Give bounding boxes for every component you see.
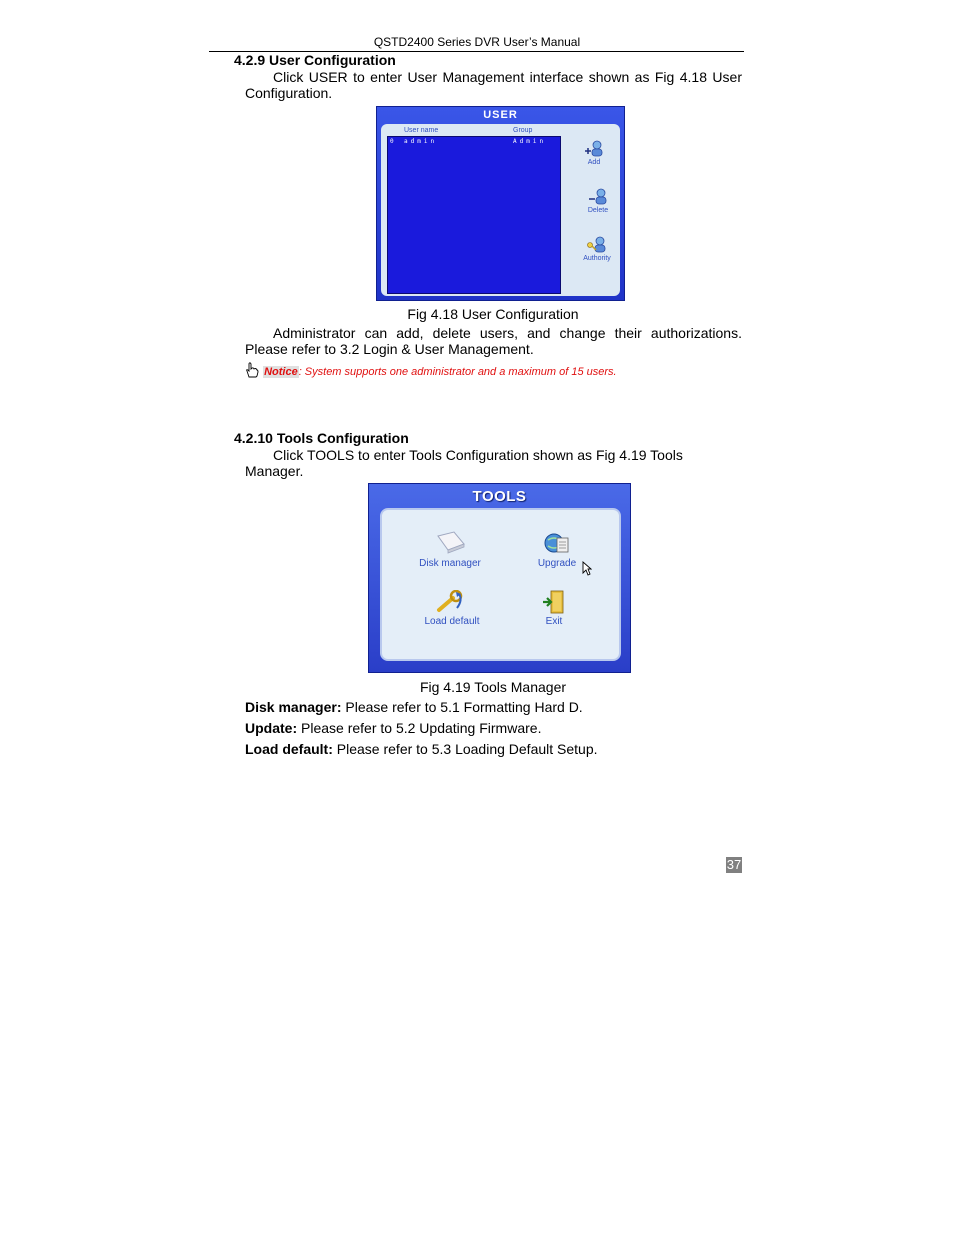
exit-button[interactable]	[534, 590, 574, 627]
user-config-body: Administrator can add, delete users, and change their authorizations. Please refer to 3.2 Login & User Management.	[245, 325, 742, 357]
load-default-button[interactable]	[414, 590, 490, 627]
upgrade-label: Upgrade	[537, 558, 577, 569]
key-user-icon	[586, 236, 608, 254]
authority-button[interactable]	[577, 236, 617, 262]
add-user-label: Add	[587, 159, 601, 166]
notice-text: : System supports one administrator and a maximum of 15 users.	[298, 365, 617, 378]
authority-label: Authority	[583, 255, 611, 262]
user-dialog-panel	[381, 124, 620, 296]
delete-user-button[interactable]	[578, 188, 618, 214]
tools-dialog-title: TOOLS	[472, 488, 527, 505]
hard-disk-icon	[432, 530, 468, 556]
note-text: Please refer to 5.1 Formatting Hard D.	[341, 699, 583, 715]
section-heading-user-config: 4.2.9 User Configuration	[234, 52, 396, 68]
notice-row	[244, 362, 617, 382]
exit-door-icon	[541, 590, 567, 614]
figure-caption-4-19: Fig 4.19 Tools Manager	[419, 679, 567, 695]
add-user-button[interactable]	[574, 140, 614, 166]
tools-config-intro: Click TOOLS to enter Tools Configuration shown as Fig 4.19 Tools Manager.	[245, 447, 683, 479]
figure-caption-4-18: Fig 4.18 User Configuration	[407, 306, 579, 322]
user-dialog-title: USER	[483, 109, 518, 121]
note-label: Load default:	[245, 741, 333, 757]
mouse-cursor-icon	[582, 561, 592, 576]
note-label: Update:	[245, 720, 298, 736]
upgrade-button[interactable]	[532, 530, 582, 569]
load-default-label: Load default	[424, 616, 480, 627]
note-label: Disk manager:	[245, 699, 342, 715]
tools-manager-figure	[368, 483, 631, 673]
row-group: Admin	[513, 138, 547, 145]
notice-label: Notice	[264, 365, 298, 378]
add-user-icon	[583, 140, 605, 158]
exit-label: Exit	[545, 616, 563, 627]
section-heading-tools-config: 4.2.10 Tools Configuration	[234, 430, 409, 446]
delete-user-label: Delete	[587, 207, 609, 214]
user-config-figure	[376, 106, 625, 301]
table-row[interactable]	[388, 138, 560, 146]
running-header: QSTD2400 Series DVR User’s Manual	[373, 35, 581, 49]
column-header-username: User name	[404, 127, 439, 134]
wrench-icon	[435, 590, 469, 614]
note-disk-manager	[245, 699, 742, 715]
note-text: Please refer to 5.2 Updating Firmware.	[297, 720, 542, 736]
user-list[interactable]	[387, 136, 561, 294]
user-config-intro: Click USER to enter User Management interface shown as Fig 4.18 User Configuration.	[245, 69, 742, 101]
row-username: admin	[404, 138, 438, 145]
disk-manager-label: Disk manager	[419, 558, 481, 569]
upgrade-icon	[543, 530, 571, 556]
tools-dialog-panel	[380, 508, 621, 661]
disk-manager-button[interactable]	[412, 530, 488, 569]
page-number: 37	[726, 857, 742, 872]
pointing-hand-icon	[244, 362, 260, 382]
row-index: 0	[390, 138, 394, 145]
column-header-group: Group	[513, 127, 533, 134]
delete-user-icon	[587, 188, 609, 206]
note-text: Please refer to 5.3 Loading Default Setup.	[332, 741, 598, 757]
note-update	[245, 720, 742, 736]
note-load-default	[245, 741, 742, 757]
